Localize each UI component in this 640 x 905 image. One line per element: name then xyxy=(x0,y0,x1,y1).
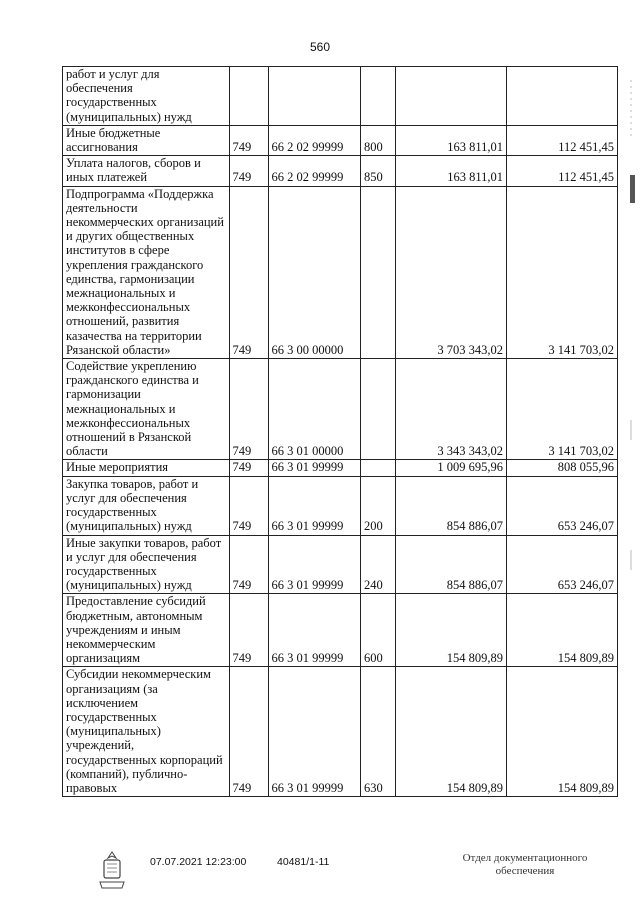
row-amount-1: 854 886,07 xyxy=(395,476,506,535)
table-row xyxy=(63,667,618,797)
row-department-code: 749 xyxy=(229,359,268,460)
row-expense-type: 600 xyxy=(361,594,396,667)
row-name: Уплата налогов, сборов и иных платежей xyxy=(63,156,230,186)
row-amount-1: 163 811,01 xyxy=(395,125,506,155)
row-amount-1 xyxy=(395,67,506,126)
row-target-article: 66 2 02 99999 xyxy=(268,125,361,155)
row-amount-2: 112 451,45 xyxy=(506,125,617,155)
row-department-code: 749 xyxy=(229,667,268,797)
row-expense-type: 850 xyxy=(361,156,396,186)
row-amount-2: 154 809,89 xyxy=(506,667,617,797)
row-amount-1: 3 343 343,02 xyxy=(395,359,506,460)
row-target-article: 66 3 01 99999 xyxy=(268,594,361,667)
table-row xyxy=(63,535,618,594)
footer-doc-code: 40481/1-11 xyxy=(277,856,330,868)
row-name: Предоставление субсидий бюджетным, автономным учреждениям и иным некоммерческим организациям xyxy=(63,594,230,667)
scan-edge-marks xyxy=(626,80,636,600)
row-amount-2: 3 141 703,02 xyxy=(506,359,617,460)
row-amount-1: 1 009 695,96 xyxy=(395,460,506,476)
row-department-code: 749 xyxy=(229,594,268,667)
row-amount-2: 112 451,45 xyxy=(506,156,617,186)
row-department-code: 749 xyxy=(229,460,268,476)
row-expense-type: 200 xyxy=(361,476,396,535)
row-name: работ и услуг для обеспечения государственных (муниципальных) нужд xyxy=(63,67,230,126)
table-row xyxy=(63,476,618,535)
row-target-article: 66 3 01 99999 xyxy=(268,476,361,535)
row-expense-type xyxy=(361,460,396,476)
row-name: Иные бюджетные ассигнования xyxy=(63,125,230,155)
row-amount-2 xyxy=(506,67,617,126)
table-row xyxy=(63,156,618,186)
row-expense-type: 800 xyxy=(361,125,396,155)
row-amount-2: 808 055,96 xyxy=(506,460,617,476)
table-row xyxy=(63,67,618,126)
row-name: Закупка товаров, работ и услуг для обеспечения государственных (муниципальных) нужд xyxy=(63,476,230,535)
row-expense-type xyxy=(361,359,396,460)
row-department-code xyxy=(229,67,268,126)
row-amount-1: 3 703 343,02 xyxy=(395,186,506,358)
row-name: Подпрограмма «Поддержка деятельности некоммерческих организаций и других общественных институтов в сфере укрепления гражданского единства, гармонизации межнациональных и межконфессиональных отношений, развития казачества на территории Рязанской области» xyxy=(63,186,230,358)
row-amount-1: 163 811,01 xyxy=(395,156,506,186)
row-target-article: 66 3 01 00000 xyxy=(268,359,361,460)
row-name: Иные закупки товаров, работ и услуг для обеспечения государственных (муниципальных) нужд xyxy=(63,535,230,594)
row-amount-2: 653 246,07 xyxy=(506,535,617,594)
row-target-article: 66 3 01 99999 xyxy=(268,460,361,476)
table-row xyxy=(63,186,618,358)
department-stamp: Отдел документационного обеспечения xyxy=(462,852,588,877)
row-amount-1: 154 809,89 xyxy=(395,667,506,797)
row-expense-type: 240 xyxy=(361,535,396,594)
row-department-code: 749 xyxy=(229,476,268,535)
table-row xyxy=(63,594,618,667)
row-target-article: 66 3 00 00000 xyxy=(268,186,361,358)
row-amount-2: 3 141 703,02 xyxy=(506,186,617,358)
row-target-article: 66 2 02 99999 xyxy=(268,156,361,186)
row-amount-2: 653 246,07 xyxy=(506,476,617,535)
coat-of-arms-icon xyxy=(96,850,128,890)
row-name: Содействие укреплению гражданского единства и гармонизации межнациональных и межконфессиональных отношений в Рязанской области xyxy=(63,359,230,460)
row-expense-type xyxy=(361,67,396,126)
table-row xyxy=(63,359,618,460)
row-name: Иные мероприятия xyxy=(63,460,230,476)
row-amount-1: 154 809,89 xyxy=(395,594,506,667)
row-name: Субсидии некоммерческим организациям (за исключением государственных (муниципальных) учреждений, государственных корпораций (компаний), публично-правовых xyxy=(63,667,230,797)
row-expense-type xyxy=(361,186,396,358)
row-amount-1: 854 886,07 xyxy=(395,535,506,594)
row-department-code: 749 xyxy=(229,186,268,358)
row-target-article: 66 3 01 99999 xyxy=(268,667,361,797)
page-number: 560 xyxy=(309,40,331,54)
budget-table xyxy=(62,66,618,797)
table-row xyxy=(63,460,618,476)
footer-datetime: 07.07.2021 12:23:00 xyxy=(150,856,247,868)
row-target-article: 66 3 01 99999 xyxy=(268,535,361,594)
row-expense-type: 630 xyxy=(361,667,396,797)
row-target-article xyxy=(268,67,361,126)
row-amount-2: 154 809,89 xyxy=(506,594,617,667)
row-department-code: 749 xyxy=(229,125,268,155)
row-department-code: 749 xyxy=(229,156,268,186)
table-row xyxy=(63,125,618,155)
row-department-code: 749 xyxy=(229,535,268,594)
